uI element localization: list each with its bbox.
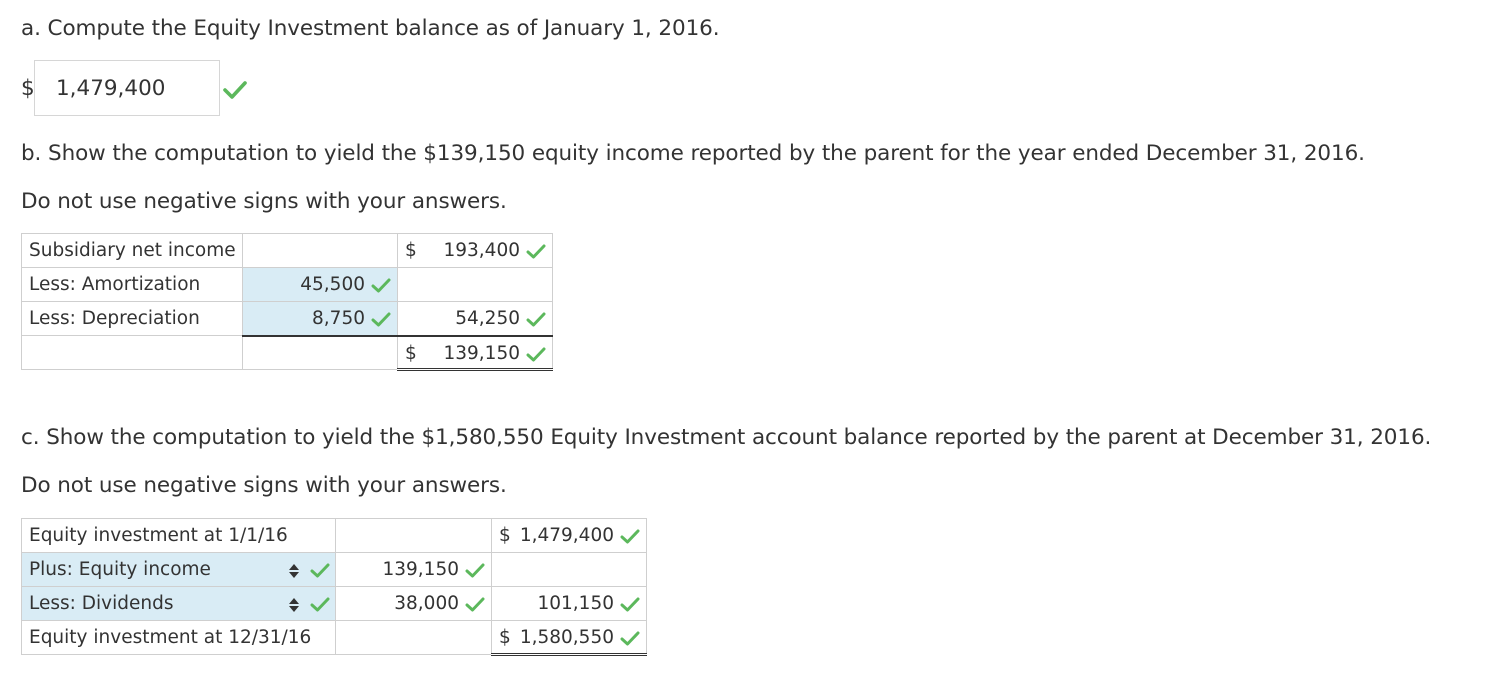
row-label: Equity investment at 12/31/16 — [22, 621, 336, 655]
cell-value: 1,580,550 — [519, 627, 614, 648]
row-label: Less: Amortization — [22, 268, 243, 302]
check-icon — [310, 562, 330, 583]
col1-cell — [243, 234, 398, 268]
check-icon — [620, 596, 640, 617]
table-row — [22, 553, 647, 587]
table-row — [22, 519, 647, 553]
row-label-text — [29, 559, 211, 580]
row-label — [22, 336, 243, 370]
cell-value: 38,000 — [394, 593, 459, 614]
instruction-b: Do not use negative signs with your answers. — [21, 189, 507, 214]
col2-input[interactable] — [492, 519, 647, 553]
table-row — [22, 234, 553, 268]
check-icon — [620, 528, 640, 549]
cell-value: 8,750 — [312, 308, 365, 329]
question-a: a. Compute the Equity Investment balance as of January 1, 2016. — [21, 16, 720, 41]
col2-cell — [492, 553, 647, 587]
table-row — [22, 268, 553, 302]
cell-value: 101,150 — [537, 593, 614, 614]
table-c — [21, 518, 647, 656]
cell-value: 54,250 — [455, 308, 520, 329]
col2-input[interactable] — [398, 336, 553, 370]
currency-symbol: $ — [499, 627, 511, 648]
instruction-c: Do not use negative signs with your answers. — [21, 473, 507, 498]
select-value: Equity income — [78, 559, 211, 580]
check-icon — [310, 596, 330, 617]
row-label-select[interactable] — [22, 587, 336, 621]
table-row — [22, 336, 553, 370]
updown-arrow-icon[interactable] — [288, 562, 300, 585]
cell-value: 1,479,400 — [519, 525, 614, 546]
cell-value: 139,150 — [443, 342, 520, 364]
updown-arrow-icon[interactable] — [288, 596, 300, 619]
check-icon — [620, 630, 640, 651]
table-b — [21, 233, 553, 371]
currency-symbol: $ — [405, 240, 417, 261]
col1-input[interactable] — [336, 553, 492, 587]
table-row — [22, 621, 647, 655]
cell-value: 193,400 — [443, 240, 520, 261]
table-row — [22, 302, 553, 336]
col2-input[interactable] — [398, 302, 553, 336]
col2-input[interactable] — [492, 587, 647, 621]
col1-cell — [336, 621, 492, 655]
answer-a-value: 1,479,400 — [56, 76, 166, 101]
cell-value: 139,150 — [382, 559, 459, 580]
col1-cell — [336, 519, 492, 553]
row-label: Less: Depreciation — [22, 302, 243, 336]
row-label-select[interactable] — [22, 553, 336, 587]
check-icon — [526, 346, 546, 367]
question-b: b. Show the computation to yield the $139,150 equity income reported by the parent for the year ended December 31, 2016. — [21, 141, 1365, 166]
table-row — [22, 587, 647, 621]
check-icon — [526, 311, 546, 332]
check-icon — [223, 81, 247, 99]
check-icon — [371, 277, 391, 298]
label-prefix: Less: — [29, 593, 76, 614]
currency-symbol: $ — [499, 525, 511, 546]
answer-a-input[interactable] — [34, 60, 220, 116]
currency-symbol: $ — [405, 342, 417, 364]
check-icon — [465, 596, 485, 617]
col1-input[interactable] — [243, 268, 398, 302]
row-label: Subsidiary net income — [22, 234, 243, 268]
col2-cell — [398, 268, 553, 302]
select-value: Dividends — [81, 593, 174, 614]
row-label-text — [29, 593, 173, 614]
label-prefix: Plus: — [29, 559, 73, 580]
col1-input[interactable] — [336, 587, 492, 621]
question-c: c. Show the computation to yield the $1,580,550 Equity Investment account balance reported by the parent at December 31, 2016. — [21, 425, 1432, 450]
check-icon — [526, 243, 546, 264]
currency-symbol: $ — [21, 76, 35, 101]
row-label: Equity investment at 1/1/16 — [22, 519, 336, 553]
col2-input[interactable] — [492, 621, 647, 655]
col2-input[interactable] — [398, 234, 553, 268]
col1-cell — [243, 336, 398, 370]
check-icon — [465, 562, 485, 583]
cell-value: 45,500 — [300, 274, 365, 295]
check-icon — [371, 311, 391, 332]
col1-input[interactable] — [243, 302, 398, 336]
